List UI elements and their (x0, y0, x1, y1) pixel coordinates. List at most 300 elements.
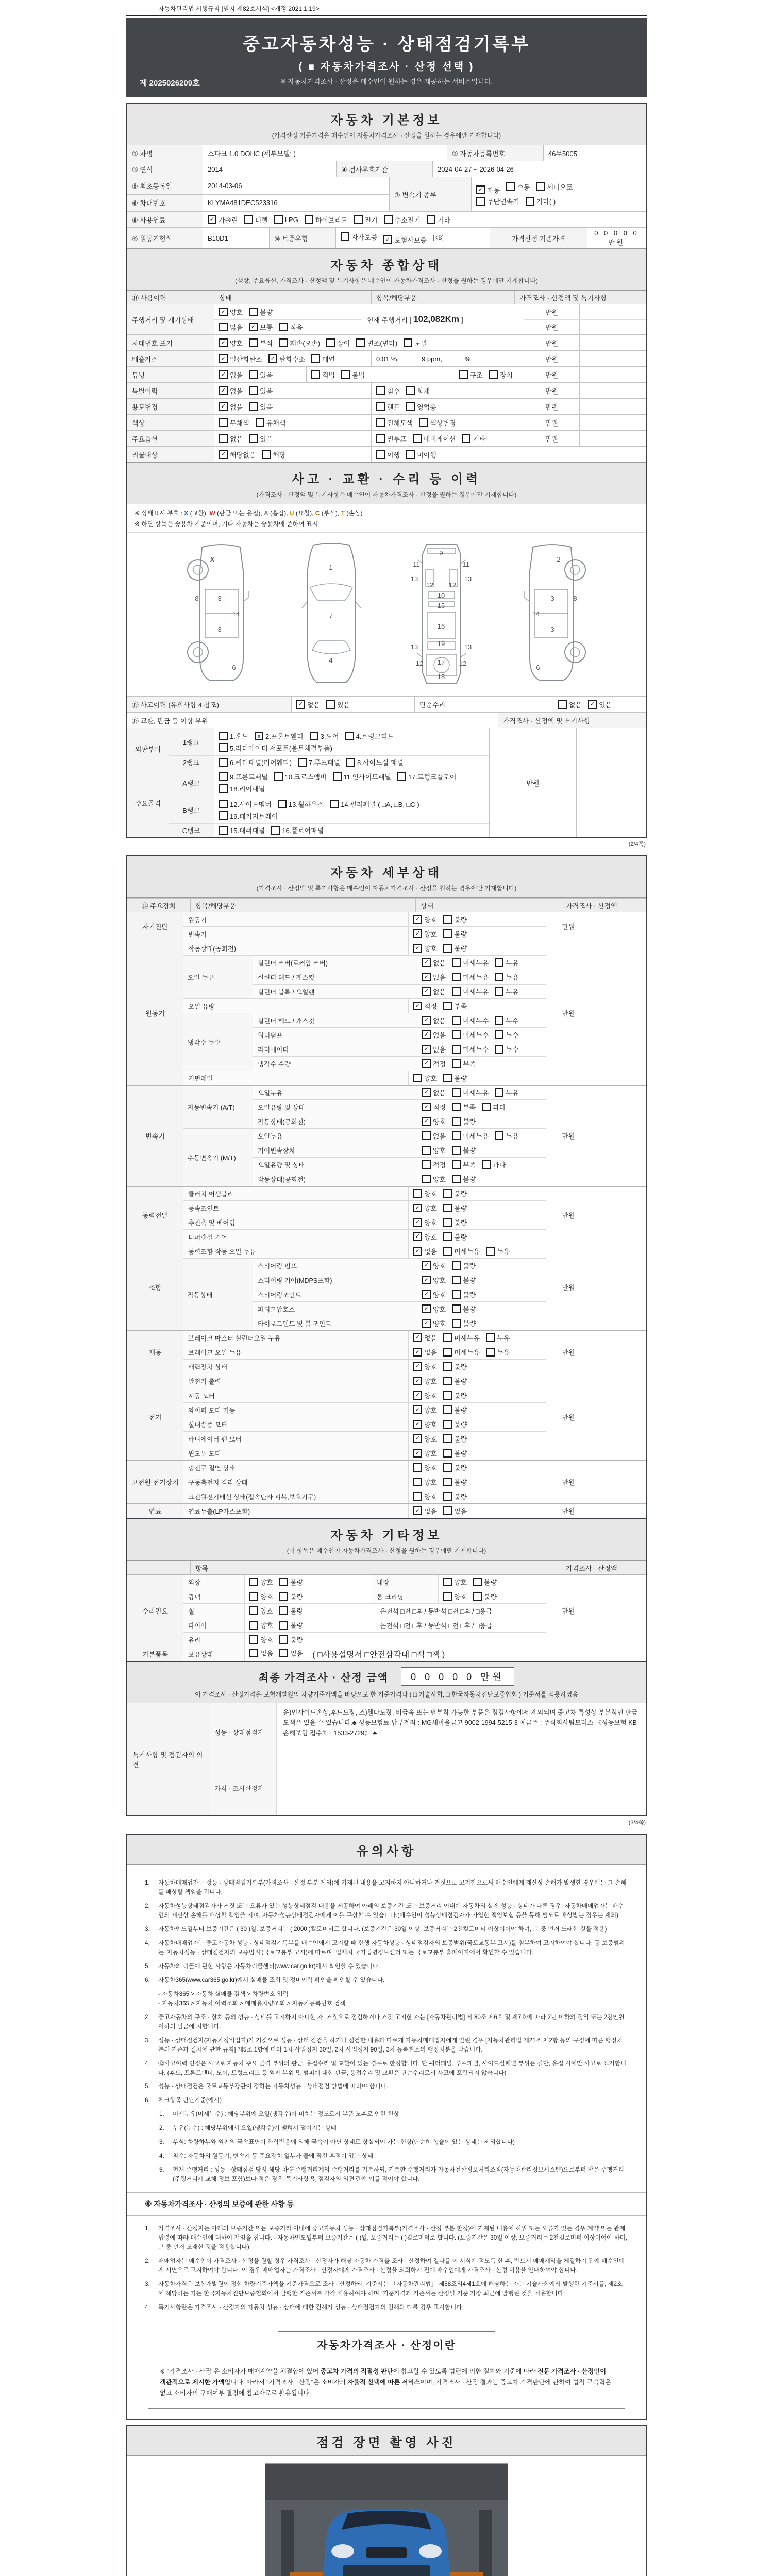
checkbox (526, 197, 534, 206)
repair-label: 수리필요 (127, 1575, 183, 1647)
checkbox-label: 불량 (463, 1320, 476, 1328)
checkbox: ✓ (422, 1045, 431, 1054)
checkbox-option (249, 1591, 273, 1601)
checkbox-label: 불량 (463, 1306, 476, 1313)
g-state (417, 1028, 546, 1042)
checkbox-label: 기타 (473, 435, 486, 443)
detail-head-state: 상태 (415, 899, 537, 912)
checkbox (219, 811, 228, 820)
panel-price-head: 가격조사 · 산정액 및 특기사항 (498, 713, 646, 728)
checkbox-option (443, 1448, 467, 1458)
checkbox (452, 1016, 461, 1025)
checkbox (506, 182, 515, 191)
detail-item-row (183, 1431, 546, 1446)
checkbox-option (413, 1419, 437, 1429)
checkbox-option (473, 1591, 497, 1601)
checkbox-label: 누유 (506, 988, 519, 996)
diagram-mark: 17 (437, 658, 445, 666)
checkbox-option (219, 402, 243, 412)
checkbox-label: 적법 (322, 371, 335, 379)
checkbox (482, 1160, 491, 1169)
detail-item-row (253, 1301, 546, 1316)
comp-label-options: 주요옵션 (127, 431, 214, 446)
detail-item-row (183, 1359, 546, 1374)
car-diagram-right-side (513, 540, 591, 687)
label-vin: ⑥ 차대번호 (127, 195, 203, 212)
checkbox-option (452, 1318, 476, 1328)
checkbox-option (406, 386, 430, 396)
detail-item-row (253, 1157, 546, 1172)
checkbox-label: 양호 (260, 1636, 274, 1644)
checkbox-label: 없음 (569, 701, 582, 709)
checkbox-label: 불량 (454, 916, 467, 924)
basic-info-title: 자동차 기본정보 (330, 113, 443, 127)
checkbox-option (443, 1203, 467, 1213)
detail-item-row (253, 1287, 546, 1301)
checkbox-label: 불량 (463, 1262, 476, 1270)
detail-head-row (127, 898, 646, 912)
checkbox (279, 1606, 288, 1615)
checkbox: ✓ (422, 1030, 431, 1039)
checkbox-option (422, 1261, 446, 1270)
checkbox-option (326, 700, 350, 709)
checkbox-label: 양호 (433, 1277, 446, 1284)
checkbox-option (413, 1391, 437, 1400)
checkbox-option (279, 1648, 303, 1658)
checkbox: ✓ (422, 1261, 431, 1270)
checkbox: ✓ (268, 354, 277, 363)
diagram-mark: 11 (413, 561, 420, 568)
checkbox-label: 없음 (433, 1046, 446, 1054)
checkbox-option (452, 1304, 476, 1314)
checkbox (452, 1319, 461, 1328)
checkbox-label: 보험사보증 (394, 236, 427, 244)
opinion-label: 특기사항 및 점검자의 의견 (127, 1703, 210, 1815)
checkbox-label: 17.트렁크플로어 (408, 773, 457, 781)
checkbox-label: 침수 (387, 387, 400, 395)
checkbox (419, 418, 428, 427)
checkbox-option (452, 972, 489, 982)
checkbox-label: 장치 (499, 371, 513, 379)
checkbox (443, 1247, 452, 1256)
checkbox-label: 2.프론트휀더 (265, 733, 304, 740)
checkbox: ✓ (413, 1333, 422, 1342)
checkbox: ✓ (422, 987, 431, 996)
checkbox-label: 양호 (433, 1320, 446, 1328)
checkbox-option (476, 196, 519, 206)
checkbox (443, 1449, 452, 1458)
comp-title: 자동차 종합상태 (330, 259, 443, 273)
checkbox-option (244, 215, 268, 225)
g-part: 원동기 (183, 912, 409, 926)
checkbox-label: 11.인사이드패널 (343, 773, 391, 781)
repair-needed-rows: 수리필요 외장 양호 불량 내장 양호 불량 광택 양호 불량 룸 크리닝 양호 불량 휠 양호 불량 운전석 □전 □후 / 동반석 □전 □후 / □응급 타이어 양호 불량 운전석 □전 □후 / 동반석 □전 □후 / □응급 유리 양호 불량 만원 (127, 1574, 646, 1647)
g-note (591, 1331, 646, 1374)
checkbox-option (443, 1577, 467, 1587)
checkbox-label: 가솔린 (219, 216, 238, 224)
detail-device-group (127, 1244, 646, 1330)
checkbox-option (345, 731, 394, 741)
g-state (417, 1259, 546, 1273)
legend-symbol: C (315, 510, 320, 517)
checkbox: ✓ (422, 1290, 431, 1299)
checkbox-label: 미세누유 (463, 1132, 489, 1140)
rankA-label: A랭크 (169, 769, 214, 796)
checkbox-option (279, 322, 303, 332)
checkbox-option (249, 370, 273, 380)
detail-item-row (253, 1259, 546, 1273)
g-state (409, 1417, 546, 1431)
checkbox-label: 6.쿼터패널(리어휀다) (230, 759, 292, 767)
checkbox-label: 네비게이션 (423, 435, 456, 443)
rank2-label: 2랭크 (169, 756, 214, 769)
warranty-note: [KB] (433, 235, 444, 241)
car-diagram-top (293, 540, 370, 687)
label-year: ③ 연식 (127, 161, 203, 177)
basic-info-note: (가격산정 기준가격은 매수인이 자동차가격조사 · 산정을 원하는 경우에만 기재합니다) (272, 132, 501, 139)
checkbox-option (271, 825, 324, 835)
checkbox-label: 불량 (463, 1277, 476, 1284)
checkbox-label: 양호 (424, 1190, 438, 1198)
value-engine: B10D1 (203, 228, 269, 248)
detail-item-row (183, 912, 546, 926)
checkbox-label: 불량 (454, 1450, 467, 1458)
g-state (417, 1172, 546, 1186)
checkbox-option (413, 1246, 437, 1256)
g-note (591, 912, 646, 941)
legend-symbol: A (264, 510, 268, 517)
checkbox-option (443, 1506, 467, 1516)
checkbox-label: 16.플로어패널 (282, 827, 324, 835)
checkbox (256, 418, 264, 427)
checkbox-option (279, 338, 320, 348)
checkbox-option (536, 182, 573, 192)
checkbox (452, 1030, 461, 1039)
detail-item-row (183, 1417, 546, 1431)
checkbox (249, 1606, 258, 1615)
checkbox (219, 743, 228, 752)
g-price: 만원 (546, 941, 591, 1085)
rankB-label: B랭크 (169, 796, 214, 823)
final-price-value: 0 0 0 0 0 만원 (401, 1667, 514, 1686)
checkbox-label: 13.휠하우스 (288, 801, 324, 808)
checkbox-label: 없음 (433, 974, 446, 981)
detail-device-group (127, 1374, 646, 1460)
final-price-note: 이 가격조사 · 산정가격은 보험개발원의 차량기준가액을 바탕으로 한 기준가격과 ( □ 기술사회, □ 한국자동차진단보증협회 ) 기준서를 적용하였음 (195, 1691, 578, 1698)
checkbox (452, 1175, 461, 1183)
checkbox (354, 215, 363, 224)
comp-head-price: 가격조사 · 산정액 및 특기사항 (514, 291, 646, 304)
g-state (417, 970, 546, 984)
checkbox-option (219, 386, 243, 396)
checkbox (279, 323, 288, 331)
checkbox: ✓ (219, 354, 228, 363)
checkbox-label: 유채색 (266, 419, 286, 427)
checkbox-option (219, 338, 243, 348)
checkbox-option (279, 1635, 303, 1645)
checkbox (345, 732, 354, 740)
checkbox: ✓ (413, 1218, 422, 1227)
checkbox (452, 1276, 461, 1284)
checkbox-label: 과다 (493, 1104, 506, 1111)
checkbox-option (452, 1044, 489, 1054)
comp-label-special: 특별이력 (127, 383, 214, 398)
g-dev: 연료 (127, 1504, 183, 1518)
other-note: (이 항목은 매수인이 자동차가격조사 · 산정을 원하는 경우에만 기재합니다) (287, 1547, 486, 1554)
checkbox-label: 양호 (433, 1291, 446, 1299)
g-part: 배력장치 상태 (183, 1360, 409, 1374)
checkbox-option (443, 1001, 467, 1011)
checkbox-option (413, 1347, 437, 1357)
comp-head-usage: ⑪ 사용이력 (127, 291, 214, 304)
g-state (417, 1042, 546, 1056)
checkbox-label: 미세누수 (463, 1031, 489, 1039)
notices-header (127, 1835, 646, 1865)
checkbox-label: 양호 (260, 1579, 274, 1586)
checkbox: ✓ (219, 308, 228, 316)
checkbox-label: 불량 (290, 1593, 304, 1601)
section-box-2 (126, 855, 647, 1816)
checkbox-label: 불량 (290, 1607, 304, 1615)
checkbox-option (249, 1577, 273, 1587)
checkbox-label: 불량 (454, 1435, 467, 1443)
checkbox-option (422, 958, 446, 968)
checkbox-option (354, 215, 378, 225)
detail-item-row (253, 1129, 546, 1143)
g-state (409, 1071, 546, 1085)
g-part: 변속기 (183, 927, 409, 941)
checkbox (443, 1578, 452, 1586)
legend-symbol: T (341, 510, 345, 517)
value-vin: KLYMA481DEC523316 (203, 195, 389, 212)
other-title: 자동차 기타정보 (330, 1529, 443, 1543)
g-part: 커먼레일 (183, 1071, 409, 1085)
rankC-label: C랭크 (169, 824, 214, 837)
g-price: 만원 (546, 1187, 591, 1244)
checkbox-label: 많음 (230, 324, 243, 332)
checkbox-label: 전기 (364, 216, 378, 224)
value-warranty (335, 228, 490, 248)
checkbox (495, 987, 503, 996)
checkbox-option (495, 1088, 518, 1097)
detail-item-row (183, 1504, 546, 1518)
checkbox (452, 1304, 461, 1313)
checkbox-label: 구조 (469, 371, 483, 379)
g-dev: 조향 (127, 1244, 183, 1330)
repair-price: 만원 (546, 1575, 591, 1647)
checkbox-option (219, 418, 249, 428)
g-dev: 변속기 (127, 1086, 183, 1186)
checkbox-option (422, 1174, 446, 1184)
checkbox-option (452, 1174, 476, 1184)
checkbox (249, 1592, 258, 1601)
checkbox (443, 1420, 452, 1429)
checkbox-label: 보통 (260, 324, 273, 332)
checkbox-label: 미세누유 (463, 959, 489, 967)
g-state (409, 1403, 546, 1417)
checkbox-label: 불량 (454, 1493, 467, 1501)
checkbox (341, 370, 350, 379)
notice-item: 1. 자동차매매업자는 성능 · 상태점검기록부(가격조사 · 산정 부분 제외)에 기재된 내용을 고지하지 아니하거나 거짓으로 고지함으로써 매수인에게 재산상 손해가 발생한 경우에는 그 손해를 배상할 책임을 집니다. (145, 1879, 627, 1895)
checkbox (384, 215, 393, 224)
checkbox-label: 없음 (433, 1017, 446, 1025)
checkbox-option (413, 1405, 437, 1415)
page-subtitle: ( ■ 자동차가격조사 · 산정 선택 ) (298, 61, 475, 73)
accident-history-label: ⑫ 사고이력 (유의사항 4.참조) (127, 697, 291, 712)
g-part: 브레이크 마스터 실린더오일 누유 (183, 1331, 409, 1345)
legend-symbol: X (184, 510, 189, 517)
checkbox-option (413, 1448, 437, 1458)
checkbox: ✓ (422, 1059, 431, 1068)
checkbox-option (452, 1030, 489, 1040)
accident-title: 사고 · 교환 · 수리 등 이력 (292, 472, 481, 486)
checkbox-option (311, 370, 335, 380)
checkbox-option (443, 1477, 467, 1487)
checkbox-label: 7.루프패널 (308, 759, 341, 767)
notice-item: 1. 미세누유(미세누수) : 해당부위에 오일(냉각수)이 비치는 정도로서 부품 노후로 인한 현상 (159, 2111, 399, 2118)
diagram-mark: 6 (232, 664, 236, 671)
checkbox-option (413, 1506, 437, 1516)
checkbox-option (495, 987, 518, 996)
detail-item-row (253, 1086, 546, 1099)
checkbox-option (298, 757, 340, 767)
diagram-mark: 12 (426, 581, 434, 589)
checkbox (413, 1463, 422, 1472)
checkbox (249, 434, 258, 443)
checkbox (443, 929, 452, 938)
checkbox (219, 758, 228, 767)
diagram-note: ※ 하단 항목은 승용차 기준이며, 기타 자동차는 승용차에 준하여 표시 (127, 518, 646, 533)
checkbox-option (346, 757, 404, 767)
checkbox (443, 1434, 452, 1443)
checkbox-option (495, 972, 518, 982)
checkbox-option (422, 1304, 446, 1314)
checkbox (326, 338, 335, 347)
checkbox-label: 없음 (230, 371, 243, 379)
accident-header (127, 462, 646, 504)
basic-info-header (127, 104, 646, 145)
checkbox-label: 기타( ) (536, 197, 556, 206)
checkbox (219, 826, 228, 835)
checkbox-label: 1.후드 (230, 733, 248, 740)
g-state (409, 1345, 546, 1359)
diagram-mark: 3 (550, 595, 554, 602)
document-number: 제 2025026209호 (140, 79, 200, 88)
checkbox: ✓ (422, 1319, 431, 1328)
page-title: 중고자동차성능 · 상태점검기록부 (242, 35, 531, 54)
checkbox-option (452, 1290, 476, 1299)
price-guarantee-header: ※ 자동차가격조사 · 산정의 보증에 관한 사항 등 (127, 2192, 646, 2216)
g-state (409, 1475, 546, 1489)
checkbox: ✓ (422, 1103, 431, 1111)
checkbox-option (413, 914, 437, 924)
g-sub: 수동변속기 (M/T) (183, 1129, 253, 1186)
g-price: 만원 (546, 1461, 591, 1503)
label-reg-no: ② 자동차등록번호 (447, 145, 543, 161)
checkbox-option (422, 1059, 446, 1069)
detail-item-row (253, 1316, 546, 1330)
checkbox (219, 434, 228, 443)
diagram-mark: 13 (410, 575, 418, 583)
comp-label-recall: 리콜대상 (127, 447, 214, 462)
checkbox-label: 부식 (260, 339, 273, 347)
g-part: 실린더 헤드 / 개스킷 (253, 1013, 417, 1027)
inspector-opinion-text: 운)인사이드손상,후드도장, 조)휀다도장, 비금속 또는 탈부착 가능한 부품은 점검사항에서 제외되며 중고차 특성상 부분적인 판금도색은 있을 수 있습니다.♣ 성능보험료 납부계좌 : MG새마을금고 9002-1994-5215-3 예금주 : 주식회사팀모터스 《성능보험 KB손해보험 접수처 : 1533-2729》 ♣ (283, 1709, 638, 1737)
checkbox-option (413, 1333, 437, 1343)
g-part: 스티어링조인트 (253, 1287, 417, 1301)
g-sub: 작동상태 (183, 1259, 253, 1330)
g-state (417, 1114, 546, 1128)
g-part: 오일유량 및 상태 (253, 1100, 417, 1114)
checkbox-label: 미세누유 (454, 1349, 480, 1357)
g-state (417, 1013, 546, 1027)
checkbox-option (406, 450, 436, 460)
notice-item: 5. 자동차의 리콜에 관한 사항은 자동차리콜센터(www.car.go.kr)에서 확인할 수 있습니다. (145, 1962, 380, 1970)
checkbox-label: 불량 (454, 1479, 467, 1486)
checkbox-label: 없음 (424, 1349, 438, 1357)
checkbox-option (413, 929, 437, 939)
g-note (591, 1374, 646, 1460)
checkbox: ✓ (413, 1377, 422, 1385)
checkbox-label: 불량 (290, 1636, 304, 1644)
detail-item-row (183, 1229, 546, 1244)
label-engine: ⑨ 원동기형식 (127, 228, 203, 248)
checkbox-option (249, 338, 273, 348)
checkbox-label: 양호 (424, 1421, 438, 1429)
notice-item: 3. 자동차인도일부터 보증기간은 ( 30 )일, 보증거리는 ( 2000 )킬로미터로 합니다. (보증기간은 30일 이상, 보증거리는 2천킬로미터 이상이어야 하며, 그 중 먼저 도래한 것을 적용) (145, 1925, 607, 1933)
g-part: 작동상태(공회전) (253, 1172, 417, 1186)
diagram-mark: 4 (329, 656, 333, 664)
checkbox (443, 944, 452, 953)
checkbox (404, 338, 412, 347)
detail-header (127, 856, 646, 898)
checkbox (310, 732, 318, 740)
checkbox-option (495, 1044, 518, 1054)
comp-label-color: 색상 (127, 415, 214, 430)
checkbox-label: 썬루프 (387, 435, 407, 443)
checkbox-option (249, 434, 273, 444)
checkbox (452, 1146, 461, 1155)
g-part: 오일누유 (253, 1129, 417, 1143)
checkbox-option (274, 215, 298, 224)
detail-item-row (183, 1345, 546, 1359)
checkbox-label: 없음 (230, 435, 243, 443)
detail-item-row (253, 1027, 546, 1042)
checkbox (452, 1103, 461, 1111)
checkbox-label: 9.프론트패널 (230, 773, 268, 781)
section-box-1 (126, 103, 647, 838)
checkbox (271, 826, 280, 835)
checkbox-option (422, 1160, 446, 1170)
checkbox-label: 불량 (454, 1075, 467, 1082)
g-price: 만원 (546, 1086, 591, 1186)
g-dev: 제동 (127, 1331, 183, 1374)
g-state (409, 1374, 546, 1388)
checkbox-option (262, 450, 285, 460)
detail-device-group (127, 1330, 646, 1374)
checkbox-label: 미세누수 (463, 1046, 489, 1054)
checkbox-label: 부족 (463, 1060, 476, 1068)
notice-item: 2. 누유(누수) : 해당부위에서 오일(냉각수)이 맺혀서 떨어지는 상태 (159, 2125, 337, 2132)
checkbox-option (413, 1001, 437, 1011)
label-first-reg: ⑤ 최초등록일 (127, 177, 203, 194)
checkbox-label: 불량 (454, 1406, 467, 1414)
checkbox-option (296, 700, 320, 709)
checkbox-label: 부족 (463, 1161, 476, 1169)
diagram-mark: 15 (437, 602, 445, 609)
checkbox-label: 해당없음 (230, 451, 256, 459)
checkbox-option (452, 1102, 476, 1112)
